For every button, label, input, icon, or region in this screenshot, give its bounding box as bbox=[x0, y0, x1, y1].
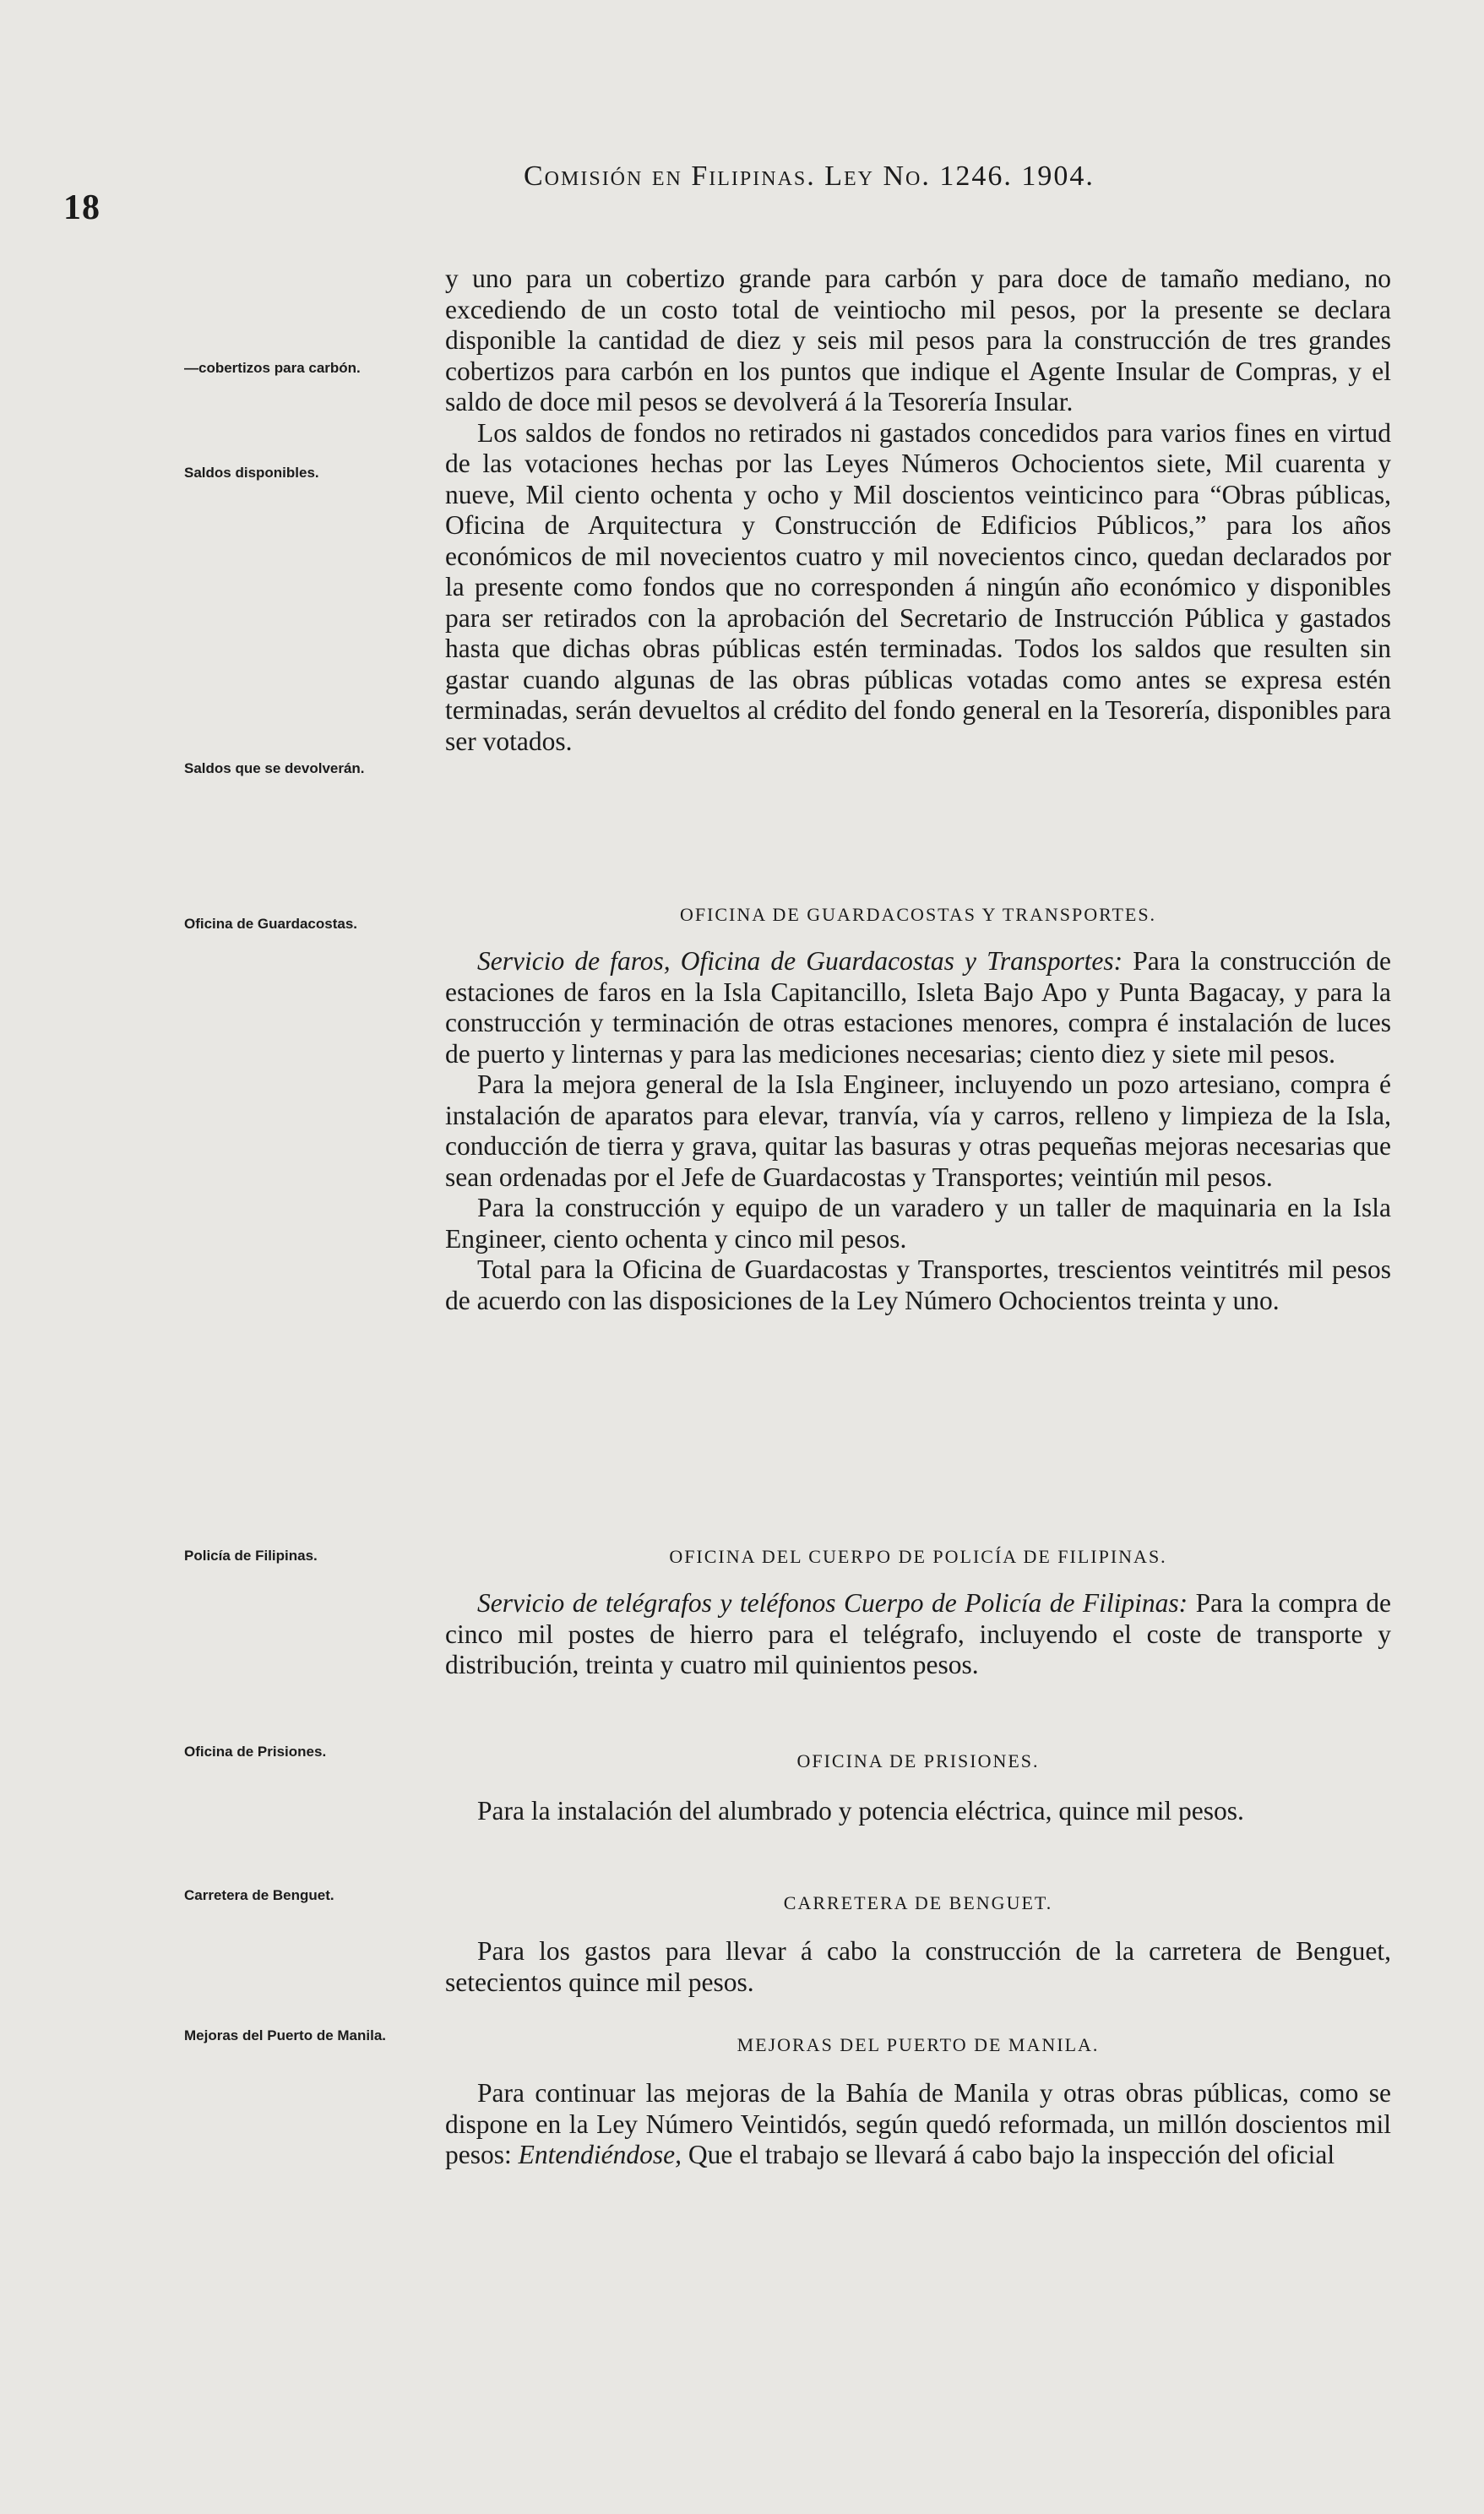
margin-note-puerto-manila: Mejoras del Puerto de Manila. bbox=[184, 2027, 387, 2043]
puerto-italic: Entendiéndose, bbox=[518, 2140, 682, 2169]
paragraph-guardacostas-2: Para la mejora general de la Isla Engineer, incluyendo un pozo artesiano, compra é instalación de aparatos para elevar, tranvía, vía y carros, relleno y limpieza de la Isla, conducción de tierra y grava, quitar las basuras y otras pequeñas mejoras necesarias que sean ordenadas por el Jefe de Guardacostas y Transportes; veintiún mil pesos. bbox=[445, 1069, 1391, 1192]
margin-note-guardacostas: Oficina de Guardacostas. bbox=[184, 916, 358, 932]
body-block-guardacostas bbox=[445, 946, 1391, 1316]
section-heading-guardacostas: OFICINA DE GUARDACOSTAS Y TRANSPORTES. bbox=[679, 904, 1157, 925]
paragraph-guardacostas-3: Para la construcción y equipo de un varadero y un taller de maquinaria en la Isla Engineer, ciento ochenta y cinco mil pesos. bbox=[445, 1193, 1391, 1254]
paragraph-cobertizos: y uno para un cobertizo grande para carbón y para doce de tamaño mediano, no excediendo de un costo total de veintiocho mil pesos, por la presente se declara disponible la cantidad de diez y seis mil pesos para la construcción de tres grandes cobertizos para carbón en los puntos que indique el Agente Insular de Compras, y el saldo de doce mil pesos se devolverá á la Tesorería Insular. bbox=[445, 264, 1391, 416]
paragraph-prisiones: Para la instalación del alumbrado y potencia eléctrica, quince mil pesos. bbox=[477, 1796, 1244, 1826]
body-block-prisiones bbox=[445, 1796, 1391, 1827]
paragraph-saldos: Los saldos de fondos no retirados ni gastados concedidos para varios fines en virtud de las votaciones hechas por las Leyes Números Ochocientos siete, Mil cuarenta y nueve, Mil ciento ochenta y ocho y Mil doscientos veinticinco para “Obras públicas, Oficina de Arquitectura y Construcción de Edificios Públicos,” para los años económicos de mil novecientos cuatro y mil novecientos cinco, quedan declarados por la presente como fondos que no corresponden á ningún año económico y disponibles para ser retirados con la aprobación del Secretario de Instrucción Pública y gastados hasta que dichas obras públicas estén terminadas. Todos los saldos que resulten sin gastar cuando algunas de las obras públicas votadas como antes se expresa estén terminadas, serán devueltos al crédito del fondo general en la Tesorería, disponibles para ser votados. bbox=[445, 417, 1391, 756]
puerto-text-1: Para continuar las mejoras de la Bahía de Manila y otras obras públicas, como se dispone en la Ley Número Veintidós, según quedó reformada, un millón doscientos mil pesos: bbox=[445, 2078, 1391, 2169]
section-heading-prisiones: OFICINA DE PRISIONES. bbox=[796, 1750, 1040, 1771]
margin-note-policia: Policía de Filipinas. bbox=[184, 1548, 318, 1564]
margin-note-saldos-devolveran: Saldos que se devolverán. bbox=[184, 760, 365, 776]
guardacostas-italic-lead: Servicio de faros, Oficina de Guardacostas y Transportes: bbox=[477, 946, 1123, 976]
paragraph-guardacostas-4: Total para la Oficina de Guardacostas y Transportes, trescientos veintitrés mil pesos de acuerdo con las disposiciones de la Ley Número Ochocientos treinta y uno. bbox=[445, 1254, 1391, 1315]
paragraph-policia bbox=[445, 1588, 1391, 1681]
body-block-saldos bbox=[445, 264, 1391, 757]
section-heading-puerto: MEJORAS DEL PUERTO DE MANILA. bbox=[737, 2034, 1100, 2055]
policia-italic-lead: Servicio de telégrafos y teléfonos Cuerpo de Policía de Filipinas: bbox=[477, 1588, 1188, 1618]
policia-text: Para la compra de cinco mil postes de hierro para el telégrafo, incluyendo el coste de transporte y distribución, treinta y cuatro mil quinientos pesos. bbox=[445, 1588, 1391, 1679]
paragraph-guardacostas-1 bbox=[445, 946, 1391, 1069]
margin-note-benguet: Carretera de Benguet. bbox=[184, 1887, 334, 1903]
guardacostas-text-1: Para la construcción de estaciones de faros en la Isla Capitancillo, Isleta Bajo Apo y Punta Bagacay, y para la construcción y terminación de otras estaciones menores, compra é instalación de luces de puerto y linternas y para las mediciones necesarias; ciento diez y siete mil pesos. bbox=[445, 946, 1391, 1069]
section-heading-benguet: CARRETERA DE BENGUET. bbox=[783, 1892, 1053, 1913]
puerto-text-2: Que el trabajo se llevará á cabo bajo la inspección del oficial bbox=[681, 2140, 1335, 2169]
margin-note-saldos-disponibles: Saldos disponibles. bbox=[184, 465, 319, 481]
paragraph-benguet: Para los gastos para llevar á cabo la construcción de la carretera de Benguet, setecientos quince mil pesos. bbox=[445, 1936, 1391, 1997]
body-block-benguet bbox=[445, 1936, 1391, 1998]
margin-note-cobertizos: —cobertizos para carbón. bbox=[184, 360, 361, 376]
paragraph-puerto bbox=[445, 2078, 1391, 2171]
page-number: 18 bbox=[63, 188, 101, 227]
margin-note-prisiones: Oficina de Prisiones. bbox=[184, 1744, 327, 1760]
running-title: Comisión en Filipinas. Ley No. 1246. 1904. bbox=[524, 161, 1095, 192]
body-block-policia bbox=[445, 1588, 1391, 1681]
body-block-puerto bbox=[445, 2078, 1391, 2171]
section-heading-policia: OFICINA DEL CUERPO DE POLICÍA DE FILIPINAS. bbox=[669, 1546, 1167, 1567]
